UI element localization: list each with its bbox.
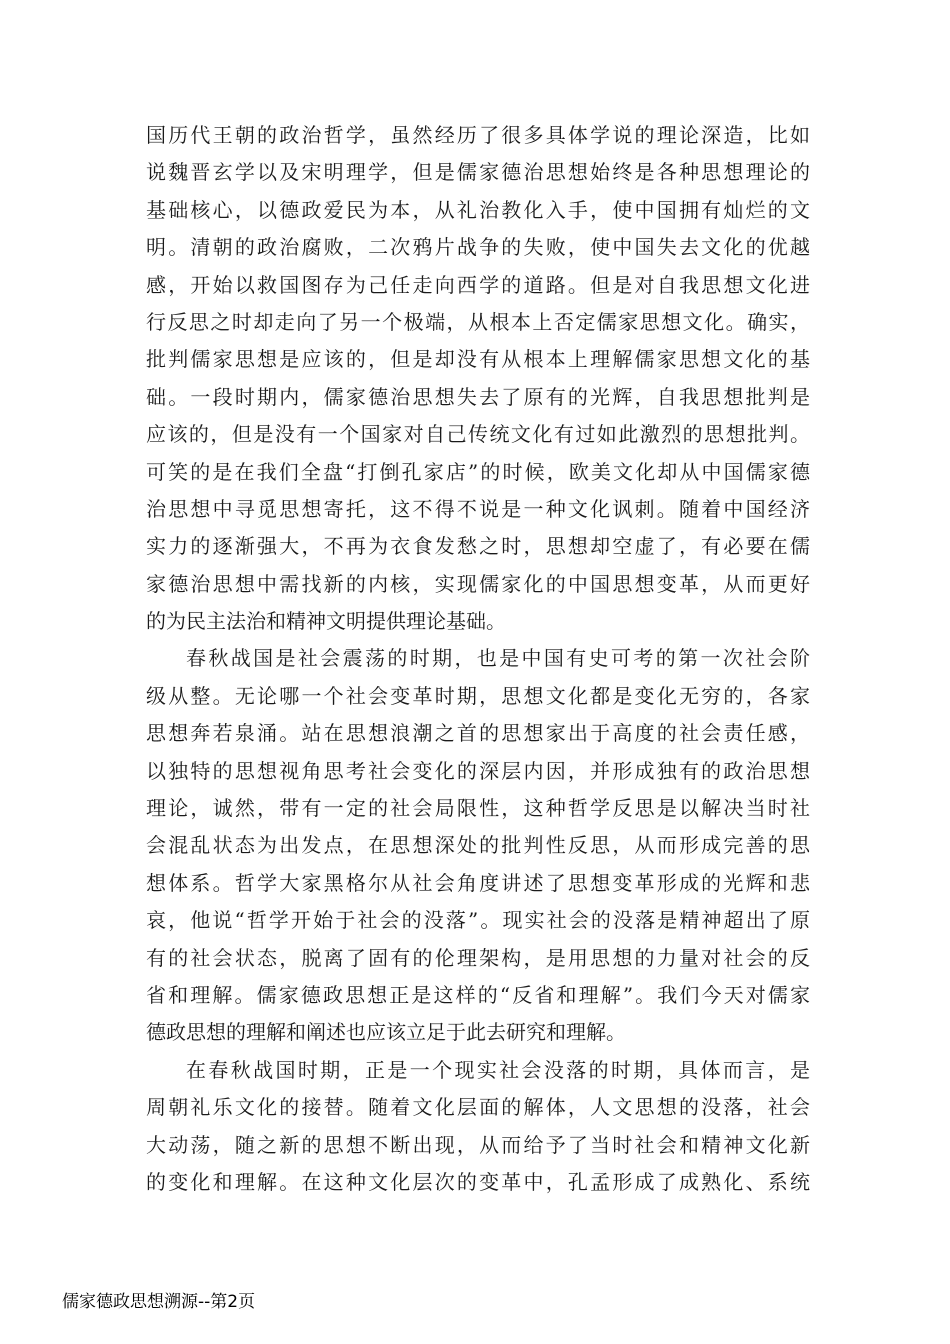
text-line: 春秋战国是社会震荡的时期，也是中国有史可考的第一次社会阶 — [186, 646, 810, 671]
text-line: 以独特的思想视角思考社会变化的深层内因，并形成独有的政治思想 — [146, 758, 810, 783]
paragraph-1 — [146, 117, 810, 640]
text-line: 批判儒家思想是应该的，但是却没有从根本上理解儒家思想文化的基 — [146, 347, 810, 372]
text-line: 明。清朝的政治腐败，二次鸦片战争的失败，使中国失去文化的优越 — [146, 235, 810, 260]
text-line: 基础核心，以德政爱民为本，从礼治教化入手，使中国拥有灿烂的文 — [146, 197, 810, 222]
text-line: 行反思之时却走向了另一个极端，从根本上否定儒家思想文化。确实， — [146, 309, 810, 334]
text-line: 础。一段时期内，儒家德治思想失去了原有的光辉，自我思想批判是 — [146, 384, 810, 409]
text-line: 思想奔若泉涌。站在思想浪潮之首的思想家出于高度的社会责任感， — [146, 721, 810, 746]
text-line: 省和理解。儒家德政思想正是这样的“反省和理解”。我们今天对儒家 — [146, 982, 810, 1007]
text-line: 会混乱状态为出发点，在思想深处的批判性反思，从而形成完善的思 — [146, 833, 810, 858]
text-line: 德政思想的理解和阐述也应该立足于此去研究和理解。 — [146, 1020, 626, 1045]
text-line: 有的社会状态，脱离了固有的伦理架构，是用思想的力量对社会的反 — [146, 945, 810, 970]
text-line: 国历代王朝的政治哲学，虽然经历了很多具体学说的理论深造，比如 — [146, 123, 810, 147]
paragraph-2 — [146, 640, 810, 1051]
text-line: 感，开始以救国图存为己任走向西学的道路。但是对自我思想文化进 — [146, 272, 810, 297]
text-line: 周朝礼乐文化的接替。随着文化层面的解体，人文思想的没落，社会 — [146, 1095, 810, 1120]
document-body — [146, 117, 810, 1201]
text-line: 想体系。哲学大家黑格尔从社会角度讲述了思想变革形成的光辉和悲 — [146, 870, 810, 895]
text-line: 哀，他说“哲学开始于社会的没落”。现实社会的没落是精神超出了原 — [146, 908, 810, 933]
text-line: 实力的逐渐强大，不再为衣食发愁之时，思想却空虚了，有必要在儒 — [146, 534, 810, 559]
text-line: 家德治思想中需找新的内核，实现儒家化的中国思想变革，从而更好 — [146, 571, 810, 596]
page-footer: 儒家德政思想溯源--第2页 — [62, 1292, 256, 1312]
text-line: 应该的，但是没有一个国家对自己传统文化有过如此激烈的思想批判。 — [146, 422, 810, 447]
text-line: 的变化和理解。在这种文化层次的变革中，孔孟形成了成熟化、系统 — [146, 1169, 810, 1194]
text-line: 的为民主法治和精神文明提供理论基础。 — [146, 609, 506, 634]
paragraph-3 — [146, 1052, 810, 1202]
text-line: 治思想中寻觅思想寄托，这不得不说是一种文化讽刺。随着中国经济 — [146, 496, 810, 521]
text-line: 可笑的是在我们全盘“打倒孔家店”的时候，欧美文化却从中国儒家德 — [146, 459, 810, 484]
text-line: 理论，诚然，带有一定的社会局限性，这种哲学反思是以解决当时社 — [146, 796, 810, 821]
text-line: 在春秋战国时期，正是一个现实社会没落的时期，具体而言，是 — [186, 1057, 810, 1082]
text-line: 级从整。无论哪一个社会变革时期，思想文化都是变化无穷的，各家 — [146, 683, 810, 708]
text-line: 大动荡，随之新的思想不断出现，从而给予了当时社会和精神文化新 — [146, 1132, 810, 1157]
text-line: 说魏晋玄学以及宋明理学，但是儒家德治思想始终是各种思想理论的 — [146, 160, 810, 185]
